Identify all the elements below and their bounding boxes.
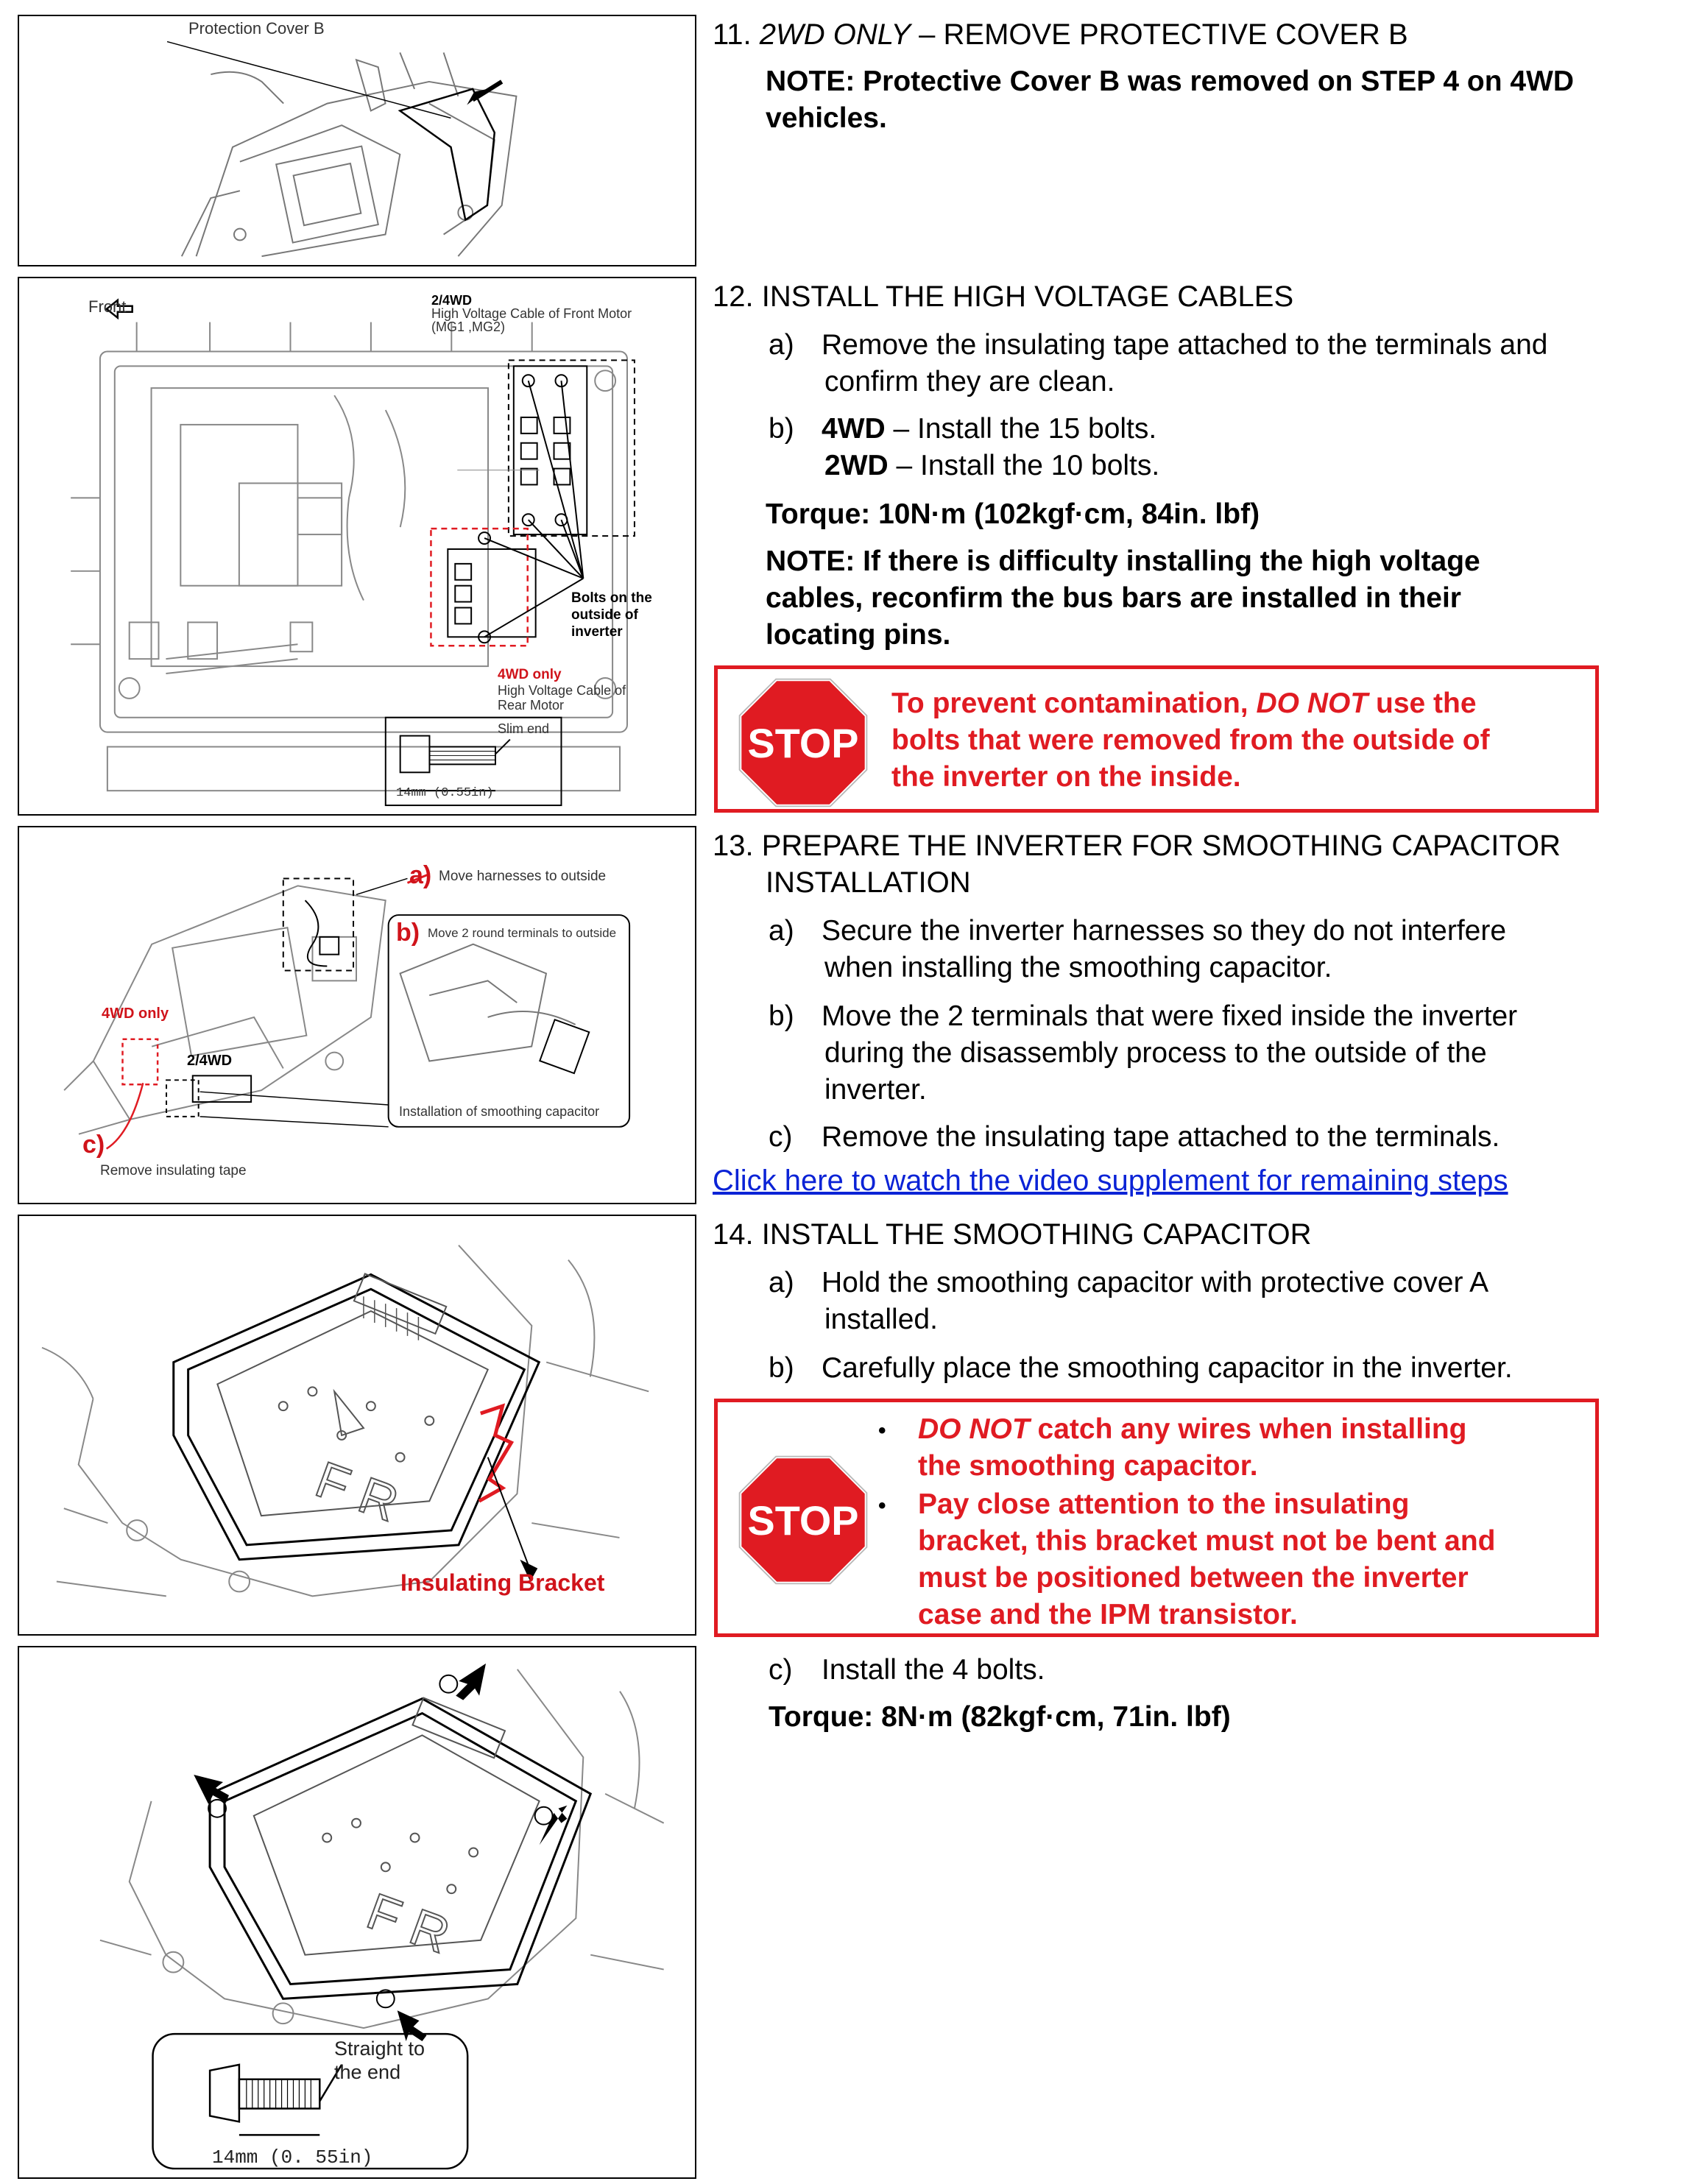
step-14-heading: 14. INSTALL THE SMOOTHING CAPACITOR (713, 1218, 1312, 1251)
step-14-torque: Torque: 8N·m (82kgf·cm, 71in. lbf) (769, 1701, 1231, 1733)
label-slim-end: Slim end (498, 721, 550, 736)
figure-insulating-bracket (18, 1215, 696, 1636)
warn-14-bullet-2-line-4: case and the IPM transistor. (918, 1599, 1298, 1630)
label-protection-cover-b: Protection Cover B (188, 19, 325, 38)
label-bolts-3: inverter (571, 624, 623, 640)
label-straight-2: the end (334, 2061, 401, 2083)
fig3-label-c: c) (82, 1131, 105, 1159)
stop-sign-text: STOP (747, 719, 859, 766)
step-14-b-line-1: Carefully place the smoothing capacitor in the inverter. (822, 1352, 1513, 1384)
step-12-b-line-1 (822, 411, 1156, 448)
label-24wd: 2/4WD (431, 293, 473, 308)
warn-14-bullet-2-line-1: Pay close attention to the insulating (918, 1488, 1410, 1520)
stop-sign-icon (737, 676, 869, 809)
inverter-drawing-2 (19, 278, 695, 814)
svg-text:F R: F R (308, 1450, 406, 1533)
step-11-heading (713, 16, 1684, 53)
warn-12-line-2: bolts that were removed from the outside of (891, 724, 1490, 756)
step-12-a-line-1: Remove the insulating tape attached to the terminals and (822, 329, 1548, 361)
step-13-a-marker: a) (769, 915, 794, 947)
warning-box-capacitor (714, 1399, 1599, 1637)
step-11-note-1: NOTE: Protective Cover B was removed on STEP 4 on 4WD (766, 66, 1575, 97)
step-12-heading: 12. INSTALL THE HIGH VOLTAGE CABLES (713, 280, 1294, 313)
fig3-label-b: b) (396, 919, 420, 947)
figure-high-voltage-cables (18, 277, 696, 816)
step-12-15-bolts: – Install the 15 bolts. (885, 413, 1157, 445)
warn-12-line-1 (891, 685, 1477, 722)
bullet-icon: • (878, 1494, 886, 1518)
warn-14-catch: catch any wires when installing (1029, 1413, 1467, 1445)
warn-12-do-not: DO NOT (1256, 688, 1368, 719)
label-bolt-size: 14mm (0.55in) (396, 786, 494, 800)
label-front-motor-2: (MG1 ,MG2) (431, 319, 506, 334)
figure-install-bolts (18, 1646, 696, 2179)
step-14-a-line-2: installed. (824, 1304, 938, 1335)
step-13-b-line-2: during the disassembly process to the outside of the (824, 1037, 1487, 1069)
step-12-2wd: 2WD (824, 450, 889, 481)
step-12-note-3: locating pins. (766, 619, 951, 651)
label-rear-1: High Voltage Cable of (498, 683, 626, 698)
inverter-drawing-1 (19, 16, 695, 265)
warn-14-do-not: DO NOT (918, 1413, 1030, 1445)
warn-14-bullet-2-line-3: must be positioned between the inverter (918, 1562, 1469, 1594)
fig3-label-c-text: Remove insulating tape (100, 1163, 247, 1178)
label-bolts-1: Bolts on the (571, 590, 652, 606)
step-14-a-line-1: Hold the smoothing capacitor with protective cover A (822, 1267, 1489, 1298)
fig3-label-24wd: 2/4WD (187, 1053, 233, 1069)
step-12-10-bolts: – Install the 10 bolts. (888, 450, 1160, 481)
fig3-label-install: Installation of smoothing capacitor (399, 1104, 600, 1119)
warn-12-line-3: the inverter on the inside. (891, 761, 1241, 793)
step-13-a-line-1: Secure the inverter harnesses so they do not interfere (822, 915, 1507, 947)
step-13-b-line-1: Move the 2 terminals that were fixed inside the inverter (822, 1000, 1518, 1032)
stop-sign-text: STOP (747, 1496, 859, 1544)
fig3-label-b-text: Move 2 round terminals to outside (428, 926, 617, 940)
fig3-label-a-text: Move harnesses to outside (439, 869, 607, 884)
bullet-icon: • (878, 1418, 886, 1443)
inverter-drawing-5 (19, 1647, 695, 2177)
step-12-b-marker: b) (769, 413, 794, 445)
label-rear-2: Rear Motor (498, 698, 565, 713)
step-14-b-marker: b) (769, 1352, 794, 1384)
fig3-label-a: a) (409, 861, 432, 889)
figure-prepare-inverter (18, 826, 696, 1204)
step-14-c-line-1: Install the 4 bolts. (822, 1654, 1045, 1686)
label-straight-1: Straight to (334, 2038, 425, 2060)
step-12-4wd: 4WD (822, 413, 886, 445)
step-12-note-2: cables, reconfirm the bus bars are installed in their (766, 582, 1461, 614)
warn-14-bullet-1-line-2: the smoothing capacitor. (918, 1450, 1258, 1482)
step-13-a-line-2: when installing the smoothing capacitor. (824, 952, 1332, 983)
label-insulating-bracket: Insulating Bracket (400, 1569, 605, 1596)
warn-14-bullet-1-line-1 (918, 1411, 1467, 1448)
step-12-b-line-2 (824, 448, 1159, 484)
step-14-c-marker: c) (769, 1654, 793, 1686)
warning-box-contamination (714, 665, 1599, 813)
step-12-torque: Torque: 10N·m (102kgf·cm, 84in. lbf) (766, 498, 1260, 530)
step-11-note-2: vehicles. (766, 102, 887, 134)
step-13-heading-2: INSTALLATION (766, 866, 971, 899)
video-supplement-link[interactable]: Click here to watch the video supplement for remaining steps (713, 1165, 1508, 1197)
step-12-a-line-2: confirm they are clean. (824, 366, 1115, 397)
stop-sign-icon (737, 1454, 869, 1586)
step-14-a-marker: a) (769, 1267, 794, 1298)
label-bolts-2: outside of (571, 607, 638, 623)
warn-14-bullet-2-line-2: bracket, this bracket must not be bent and (918, 1525, 1496, 1557)
figure-protection-cover-b (18, 15, 696, 266)
label-front: Front (88, 297, 127, 316)
step-12-a-marker: a) (769, 329, 794, 361)
step-11-number: 11. (713, 18, 752, 51)
svg-text:F R: F R (359, 1881, 457, 1965)
step-13-c-line-1: Remove the insulating tape attached to the terminals. (822, 1121, 1500, 1153)
warn-12-use-the: use the (1368, 688, 1477, 719)
step-13-c-marker: c) (769, 1121, 793, 1153)
label-front-motor-1: High Voltage Cable of Front Motor (431, 306, 632, 321)
step-11-title: – REMOVE PROTECTIVE COVER B (911, 18, 1408, 51)
label-4wd-only: 4WD only (498, 667, 562, 682)
step-12-note-1: NOTE: If there is difficulty installing the high voltage (766, 545, 1480, 577)
step-13-b-marker: b) (769, 1000, 794, 1032)
label-bolt-size-5: 14mm (0. 55in) (212, 2146, 373, 2169)
step-11-italic: 2WD ONLY (759, 18, 911, 51)
step-13-heading-1: 13. PREPARE THE INVERTER FOR SMOOTHING CAPACITOR (713, 830, 1561, 862)
step-13-b-line-3: inverter. (824, 1074, 927, 1106)
fig3-label-4wd-only: 4WD only (102, 1006, 169, 1022)
warn-12-prevent: To prevent contamination, (891, 688, 1257, 719)
